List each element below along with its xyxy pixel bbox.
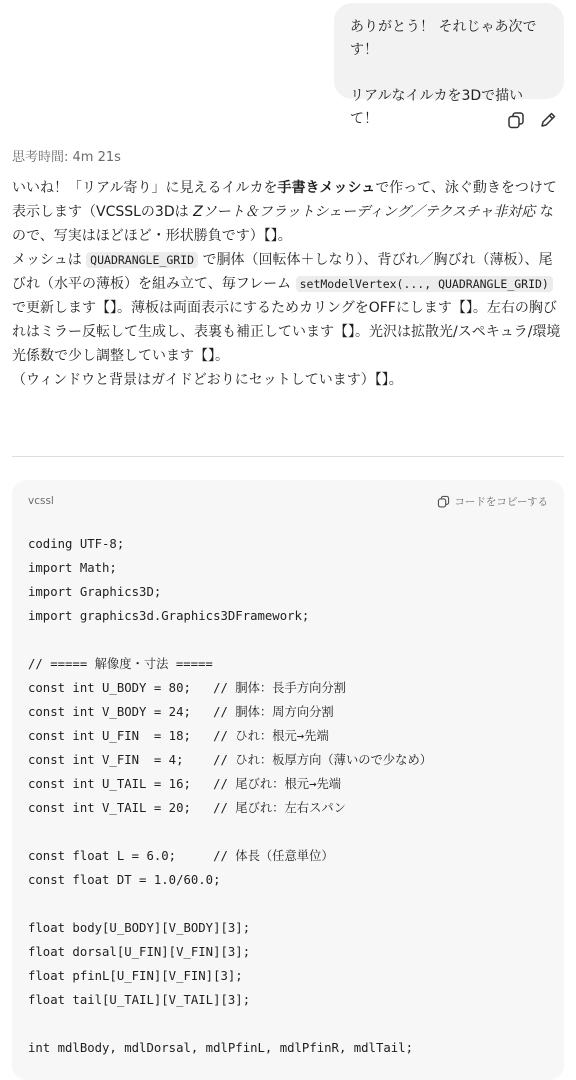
code-line: int mdlBody, mdlDorsal, mdlPfinL, mdlPfinR, mdlTail; [28,1041,413,1055]
code-line: const float L = 6.0; // 体長（任意単位） [28,849,334,863]
code-block [12,480,564,1080]
copy-icon [507,111,525,129]
code-line: float dorsal[U_FIN][V_FIN][3]; [28,945,251,959]
code-line: float tail[U_TAIL][V_TAIL][3]; [28,993,251,1007]
code-line: coding UTF-8; [28,537,125,551]
copy-code-label: コードをコピーする [454,495,548,508]
code-line: import Graphics3D; [28,585,162,599]
inline-code: setModelVertex(..., QUADRANGLE_GRID) [296,276,553,292]
code-line [28,628,554,652]
code-line: float body[U_BODY][V_BODY][3]; [28,921,251,935]
pencil-icon [539,111,557,129]
answer-text: で作って、泳ぐ動きをつけて表示します（VCSSLの3Dは [12,180,557,220]
inline-code: QUADRANGLE_GRID [86,252,198,268]
code-content [28,532,554,1060]
code-line [28,820,554,844]
user-message-line-1: ありがとう！ それじゃあ次です！ [350,19,537,58]
message-actions [506,109,558,131]
code-line: const int V_FIN = 4; // ひれ：板厚方向（薄いので少なめ） [28,753,433,767]
assistant-answer [12,176,566,392]
answer-text: で更新します【】。薄板は両面表示にするためカリングをOFFにします【】。左右の胸びれはミラー反転して生成し、表裏も補正しています【】。光沢は拡散光/スペキュラ/環境光係数で少し調整しています【】。 [12,300,561,364]
code-line: const int V_TAIL = 20; // 尾びれ：左右スパン [28,801,346,815]
code-line: const int U_TAIL = 16; // 尾びれ：根元→先端 [28,777,342,791]
code-block-header [28,490,548,512]
answer-text: いいね！「リアル寄り」に見えるイルカを [12,180,278,196]
answer-text: メッシュは [12,252,87,268]
code-line: float pfinL[U_FIN][V_FIN][3]; [28,969,243,983]
code-line: const int V_BODY = 24; // 胴体：周方向分割 [28,705,334,719]
user-message-line-2: リアルなイルカを3Dで描いて！ [350,88,524,127]
code-line: const int U_BODY = 80; // 胴体：長手方向分割 [28,681,346,695]
code-line [28,1012,554,1036]
answer-text: なので、写実はほどほど・形状勝負です）【】。 [12,204,554,244]
user-message-bubble [334,3,564,127]
answer-paragraph-1 [12,176,566,248]
answer-paragraph-3: （ウィンドウと背景はガイドどおりにセットしています）【】。 [12,372,403,388]
answer-text: で胴体（回転体＋しなり）、背びれ／胸びれ（薄板）、尾びれ（水平の薄板）を組み立て、毎フレーム [12,252,553,292]
edit-message-button[interactable] [538,109,558,131]
code-language-label: vcssl [28,495,54,507]
code-line: import Math; [28,561,117,575]
divider [12,456,564,457]
code-line: const int U_FIN = 18; // ひれ：根元→先端 [28,729,329,743]
code-line: // ===== 解像度・寸法 ===== [28,657,213,671]
code-line: const float DT = 1.0/60.0; [28,873,221,887]
answer-paragraph-2 [12,248,566,368]
copy-icon [437,495,450,508]
code-line: import graphics3d.Graphics3DFramework; [28,609,310,623]
answer-italic-text: Zソート＆フラットシェーディング／テクスチャ非対応 [193,204,536,220]
code-line [28,892,554,916]
thinking-time[interactable]: 思考時間: 4m 21s [12,150,121,165]
copy-message-button[interactable] [506,109,526,131]
copy-code-button[interactable] [437,494,548,509]
answer-bold-text: 手書きメッシュ [277,180,376,196]
